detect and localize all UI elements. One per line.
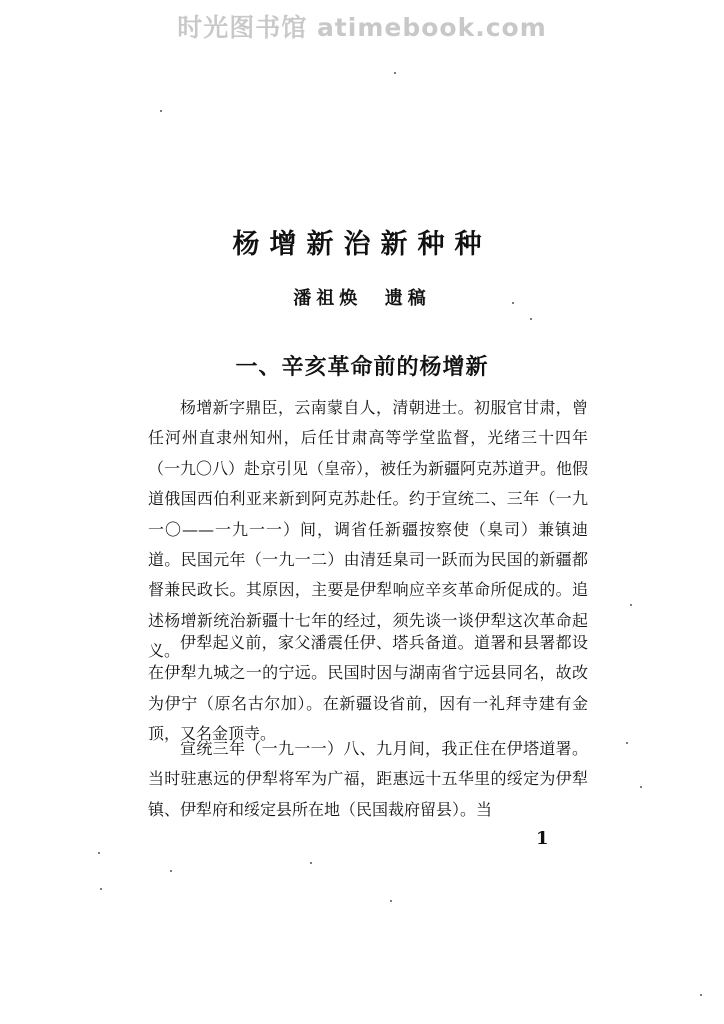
article-title: 杨增新治新种种 bbox=[232, 229, 492, 260]
watermark: 时光图书馆 atimebook.com bbox=[177, 13, 547, 42]
scan-speck bbox=[170, 870, 172, 872]
scan-speck bbox=[630, 604, 632, 606]
scan-speck bbox=[700, 994, 702, 996]
paragraph: 伊犁起义前，家父潘震任伊、塔兵备道。道署和县署都设在伊犁九城之一的宁远。民国时因与湖南省宁远县同名，故改为伊宁（原名古尔加）。在新疆设省前，因有一礼拜寺建有金顶，又名金顶寺。 bbox=[148, 633, 588, 744]
paragraph: 杨增新字鼎臣，云南蒙自人，清朝进士。初服官甘肃，曾任河州直隶州知州，后任甘肃高等学堂监督，光绪三十四年（一九〇八）赴京引见（皇帝），被任为新疆阿克苏道尹。他假道俄国西伯利亚来新到阿克苏赴任。约于宣统二、三年（一九一〇——一九一一）间，调省任新疆按察使（臬司）兼镇迪道。民国元年（一九一二）由清廷臬司一跃而为民国的新疆都督兼民政长。其原因，主要是伊犁响应辛亥革命所促成的。追述杨增新统治新疆十七年的经过，须先谈一谈伊犁这次革命起义。 bbox=[148, 398, 589, 661]
section-heading: 一、辛亥革命前的杨增新 bbox=[235, 354, 489, 380]
author-byline: 潘祖焕 遗稿 bbox=[293, 288, 431, 309]
scan-speck bbox=[640, 786, 642, 788]
scan-speck bbox=[98, 852, 100, 854]
page-number: 1 bbox=[536, 828, 549, 849]
scan-speck bbox=[512, 302, 514, 304]
scan-speck bbox=[626, 742, 628, 744]
scan-speck bbox=[100, 888, 102, 890]
scan-speck bbox=[394, 72, 396, 74]
paragraph: 宣统三年（一九一一）八、九月间，我正住在伊塔道署。当时驻惠远的伊犁将军为广福，距惠远十五华里的绥定为伊犁镇、伊犁府和绥定县所在地（民国裁府留县）。当 bbox=[148, 739, 588, 819]
scan-speck bbox=[530, 318, 532, 320]
scan-speck bbox=[390, 900, 392, 902]
scan-speck bbox=[160, 110, 162, 112]
scan-speck bbox=[310, 862, 312, 864]
